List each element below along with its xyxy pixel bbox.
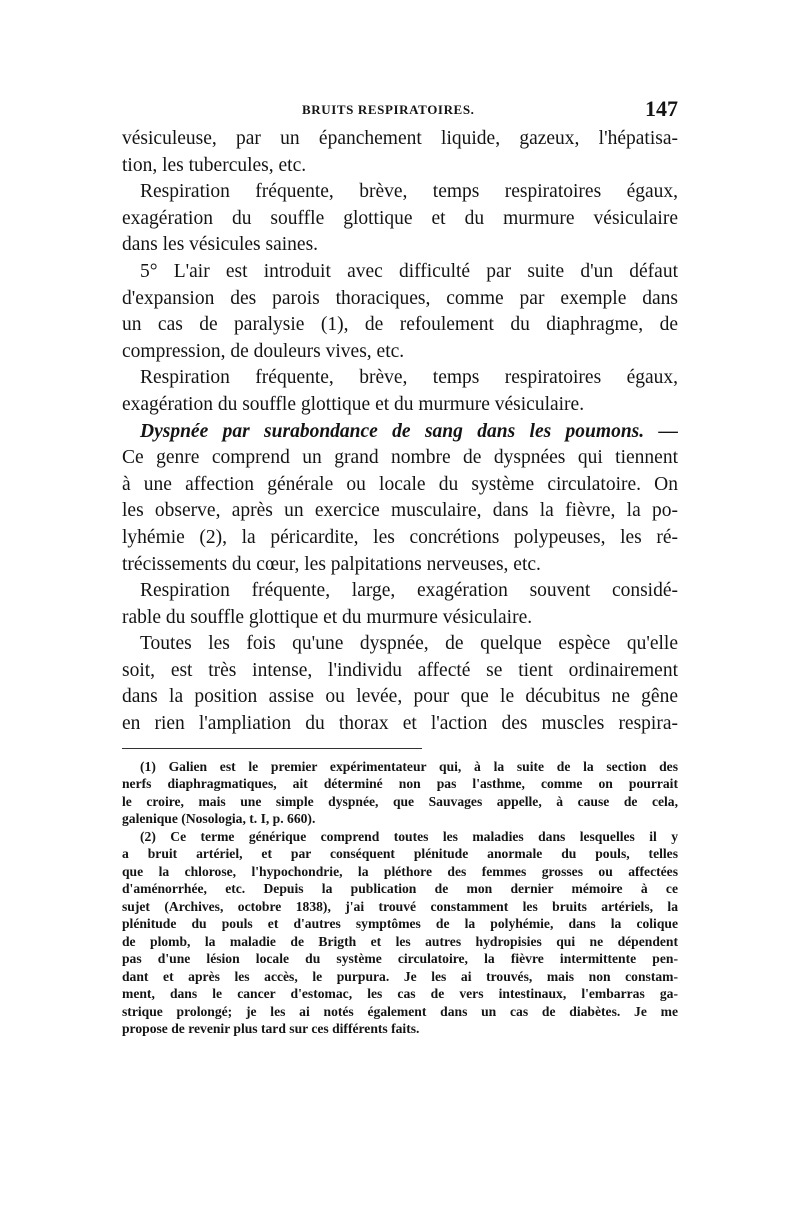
footnote-line: nerfs diaphragmatiques, ait déterminé non pas l'asthme, comme on pourrait [122, 776, 678, 792]
text-line: exagération du souffle glottique et du murmure vésiculaire [122, 207, 678, 229]
text-line: vésiculeuse, par un épanchement liquide, gazeux, l'hépatisa- [122, 128, 678, 149]
text-line: Ce genre comprend un grand nombre de dyspnées qui tiennent [122, 447, 678, 469]
section-heading: Dyspnée par surabondance de sang dans les poumons. — [140, 420, 678, 442]
text-line: rable du souffle glottique et du murmure vésiculaire. [122, 606, 533, 628]
footnote-line: d'aménorrhée, etc. Depuis la publication de mon dernier mémoire à ce [122, 881, 678, 897]
text-line: dans les vésicules saines. [122, 234, 319, 256]
text-line: compression, de douleurs vives, etc. [122, 340, 405, 362]
text-line: à une affection générale ou locale du système circulatoire. On [122, 473, 678, 495]
text-line: lyhémie (2), la péricardite, les concrétions polypeuses, les ré- [122, 526, 678, 548]
text-line: Respiration fréquente, brève, temps respiratoires égaux, [140, 181, 678, 203]
footnotes [122, 758, 678, 1038]
footnote-line: (1) Galien est le premier expérimentateur qui, à la suite de la section des [140, 758, 678, 774]
text-line: Toutes les fois qu'une dyspnée, de quelque espèce qu'elle [140, 633, 678, 655]
text-line: en rien l'ampliation du thorax et l'action des muscles respira- [122, 713, 678, 735]
text-line: un cas de paralysie (1), de refoulement du diaphragme, de [122, 314, 678, 336]
footnote-line: sujet (Archives, octobre 1838), j'ai trouvé constamment les bruits artériels, la [122, 898, 678, 914]
text-line: Respiration fréquente, brève, temps respiratoires égaux, [140, 367, 678, 389]
footnote-line: de plomb, la maladie de Brigth et les autres hydropisies qui ne dépendent [122, 933, 678, 949]
footnote-line: ment, dans le cancer d'estomac, les cas de vers intestinaux, l'embarras ga- [122, 986, 678, 1002]
footnote-line: strique prolongé; je les ai notés également dans un cas de diabètes. Je me [122, 1003, 678, 1019]
text-line: trécissements du cœur, les palpitations nerveuses, etc. [122, 553, 541, 575]
footnote-line: que la chlorose, l'hypochondrie, la pléthore des femmes grosses ou affectées [122, 863, 678, 879]
body-text [122, 126, 678, 738]
text-line: 5° L'air est introduit avec difficulté par suite d'un défaut [140, 260, 678, 282]
running-head: BRUITS RESPIRATOIRES. [302, 102, 475, 117]
footnote-line: plénitude du pouls et d'autres symptômes de la polyhémie, dans la colique [122, 916, 678, 932]
footnote-line: dant et après les accès, le purpura. Je les ai trouvés, mais non constam- [122, 968, 678, 984]
page-header [122, 98, 678, 126]
footnote-line: le croire, mais une simple dyspnée, que Sauvages appelle, à cause de cela, [122, 793, 678, 809]
text-line: dans la position assise ou levée, pour que le décubitus ne gêne [122, 686, 678, 708]
text-line: exagération du souffle glottique et du murmure vésiculaire. [122, 393, 585, 415]
footnote-line: propose de revenir plus tard sur ces différents faits. [122, 1021, 420, 1037]
text-line: les observe, après un exercice musculaire, dans la fièvre, la po- [122, 500, 678, 522]
page [122, 98, 678, 1038]
footnote-rule [122, 748, 422, 750]
text-line: Respiration fréquente, large, exagération souvent considé- [140, 580, 678, 602]
text-line: soit, est très intense, l'individu affecté se tient ordinairement [122, 659, 678, 681]
footnote-line: a bruit artériel, et par conséquent plénitude anormale du pouls, telles [122, 846, 678, 862]
footnote-line: pas d'une lésion locale du système circulatoire, la fièvre intermittente pen- [122, 951, 678, 967]
footnote-line: (2) Ce terme générique comprend toutes les maladies dans lesquelles il y [140, 828, 678, 844]
page-number: 147 [645, 96, 678, 121]
footnote-line: galenique (Nosologia, t. I, p. 660). [122, 811, 316, 827]
text-line: tion, les tubercules, etc. [122, 154, 307, 176]
text-line: d'expansion des parois thoraciques, comme par exemple dans [122, 287, 678, 309]
